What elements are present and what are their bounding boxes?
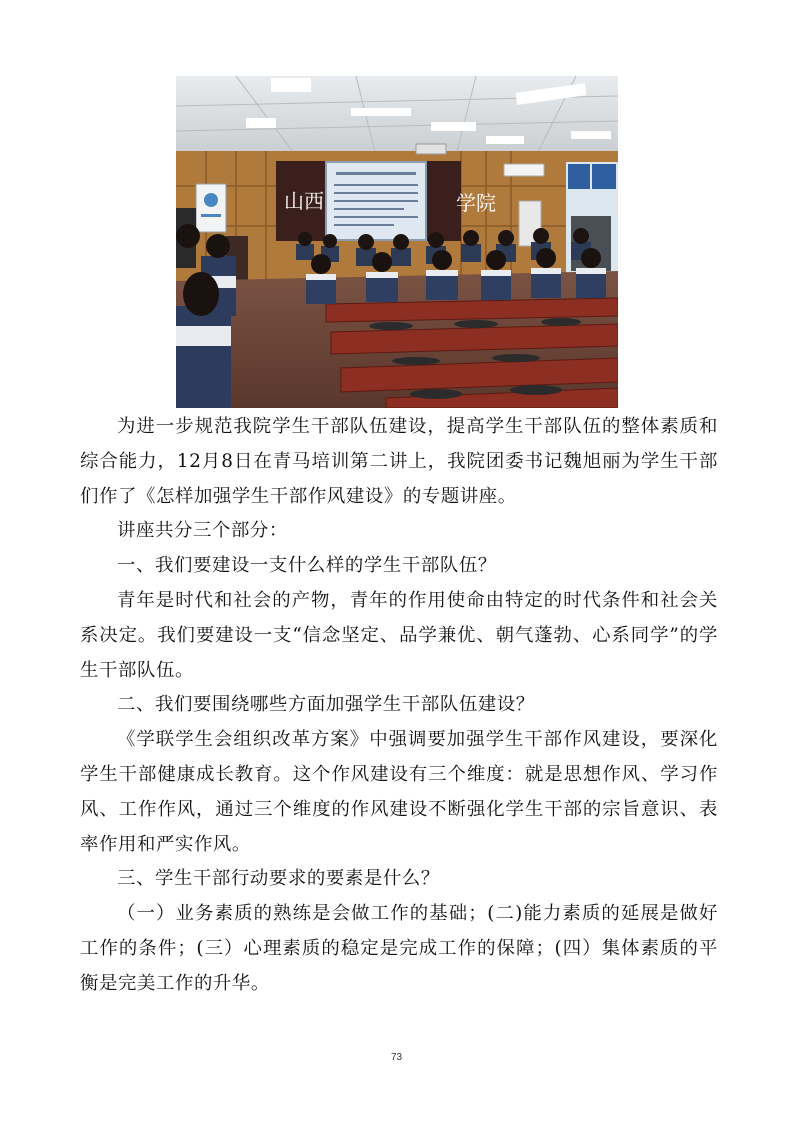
section-heading-3: 三、学生干部行动要求的要素是什么？ bbox=[117, 868, 440, 890]
lecture-photo bbox=[176, 76, 618, 408]
section-paragraph-3: （一）业务素质的熟练是会做工作的基础；(二)能力素质的延展是做好工作的条件；(三）心理素质的稳定是完成工作的保障；(四）集体素质的平衡是完美工作的升华。 bbox=[80, 903, 718, 994]
page-number: 73 bbox=[390, 1052, 403, 1063]
section-paragraph-2: 《学联学生会组织改革方案》中强调要加强学生干部作风建设，要深化学生干部健康成长教育。这个作风建设有三个维度：就是思想作风、学习作风、工作作风，通过三个维度的作风建设不断强化学生干部的宗旨意识、表率作用和严实作风。 bbox=[80, 729, 718, 855]
banner-text-right: 学院 bbox=[456, 191, 496, 215]
article-body bbox=[80, 410, 718, 1002]
section-heading-2: 二、我们要围绕哪些方面加强学生干部队伍建设？ bbox=[117, 694, 535, 716]
lecture-outline-intro: 讲座共分三个部分： bbox=[117, 520, 288, 542]
section-paragraph-1: 青年是时代和社会的产物，青年的作用使命由特定的时代条件和社会关系决定。我们要建设一支“信念坚定、品学兼优、朝气蓬勃、心系同学”的学生干部队伍。 bbox=[80, 589, 718, 681]
section-heading-1: 一、我们要建设一支什么样的学生干部队伍？ bbox=[117, 555, 497, 577]
banner-text-left: 山西 bbox=[284, 189, 324, 213]
intro-paragraph: 为进一步规范我院学生干部队伍建设，提高学生干部队伍的整体素质和综合能力，12月8日在青马培训第二讲上，我院团委书记魏旭丽为学生干部们作了《怎样加强学生干部作风建设》的专题讲座。 bbox=[80, 416, 718, 507]
